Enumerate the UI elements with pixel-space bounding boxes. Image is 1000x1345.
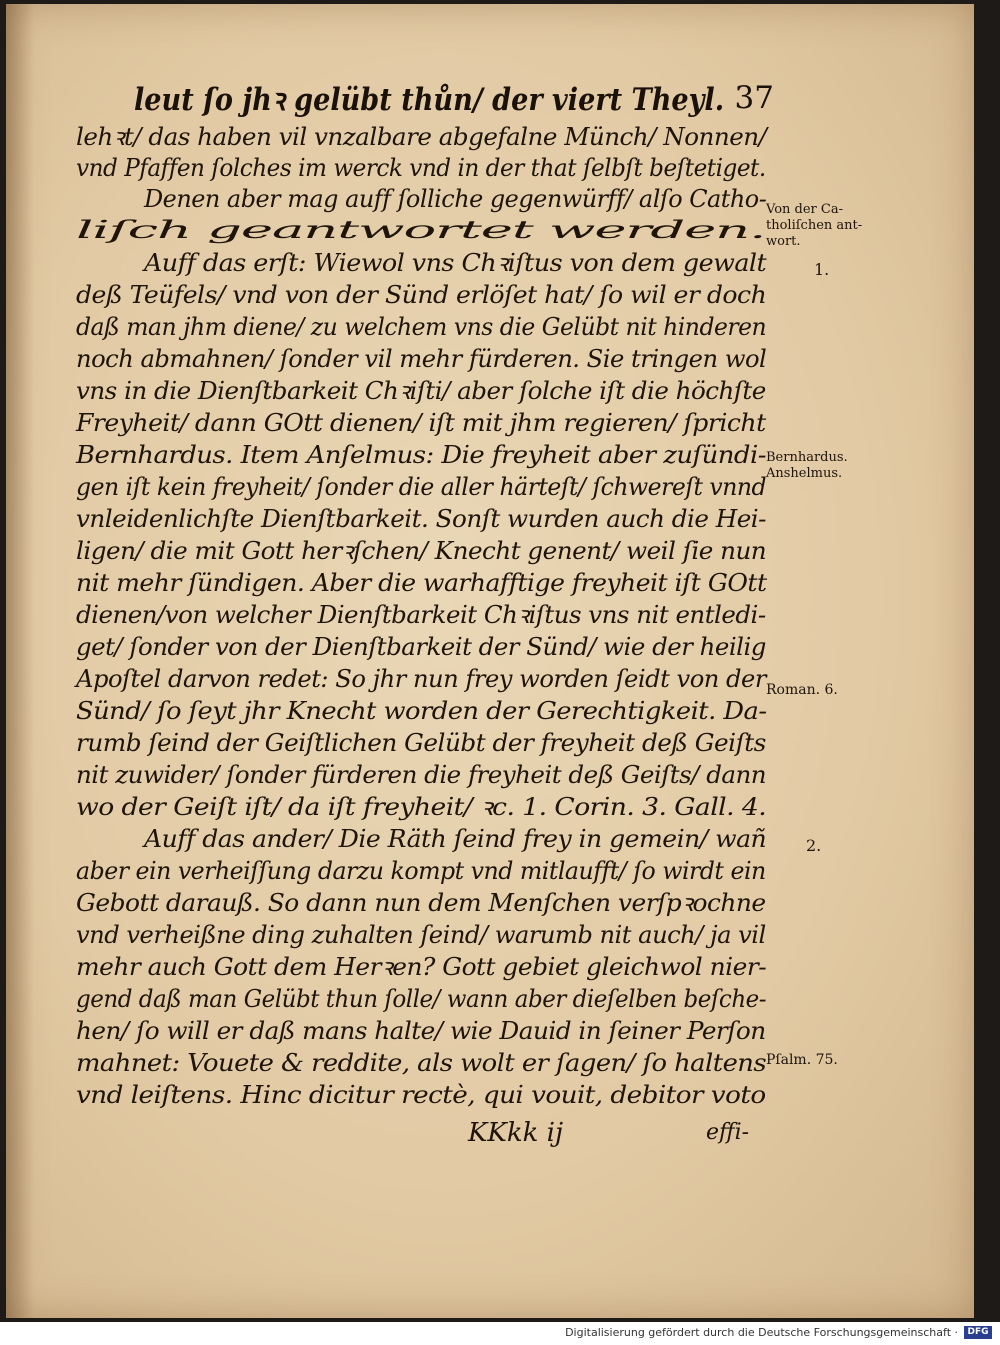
text-line: mahnet: Vouete & reddite, als wolt er ſagen/ ſo haltens bbox=[76, 1049, 767, 1077]
text-line: dienen/von welcher Dienſtbarkeit Chꝛiſtus vns nit entledi- bbox=[76, 601, 766, 629]
dfg-logo-icon: DFG bbox=[964, 1326, 992, 1339]
text-line: aber ein verheiſſung darzu kompt vnd mitlaufft/ ſo wirdt ein bbox=[76, 857, 766, 885]
running-title: leut ſo jhꝛ gelübt thůn/ der viert Theyl. bbox=[134, 82, 725, 118]
text-line: wo der Geiſt iſt/ da iſt freyheit/ ꝛc. 1. Corin. 3. Gall. 4. bbox=[76, 793, 767, 821]
text-line: rumb ſeind der Geiſtlichen Gelübt der freyheit deß Geiſts bbox=[76, 729, 766, 757]
text-line: vnd verheißne ding zuhalten ſeind/ warumb nit auch/ ja vil bbox=[76, 921, 766, 949]
text-line: vnleidenlichſte Dienſtbarkeit. Sonſt wurden auch die Hei- bbox=[76, 505, 766, 533]
text-line: gend daß man Gelübt thun ſolle/ wann aber dieſelben beſche- bbox=[76, 985, 767, 1013]
page-number: 37 bbox=[734, 80, 774, 116]
text-line: nit zuwider/ ſonder fürderen die freyheit deß Geiſts/ dann bbox=[76, 761, 767, 789]
text-line: ligen/ die mit Gott herꝛſchen/ Knecht genent/ weil ſie nun bbox=[76, 537, 767, 565]
text-line: vnd leiſtens. Hinc dicitur rectè, qui vouit, debitor voto bbox=[76, 1081, 766, 1109]
text-line: Auff das erſt: Wiewol vns Chꝛiſtus von dem gewalt bbox=[144, 249, 767, 277]
margin-note: Pſalm. 75. bbox=[766, 1052, 838, 1068]
text-line: Apoſtel darvon redet: So jhr nun frey worden ſeidt von der bbox=[76, 665, 766, 693]
margin-note: tholiſchen ant- bbox=[766, 218, 863, 233]
book-page bbox=[6, 4, 974, 1318]
text-line: get/ ſonder von der Dienſtbarkeit der Sünd/ wie der heilig bbox=[76, 633, 766, 661]
text-line: vnd Pfaffen ſolches im werck vnd in der that ſelbſt beſtetiget. bbox=[76, 154, 766, 182]
text-line: lehꝛt/ das haben vil vnzalbare abgefalne Münch/ Nonnen/ bbox=[76, 123, 767, 151]
text-line: deß Teüfels/ vnd von der Sünd erlöſet hat/ ſo wil er doch bbox=[76, 281, 767, 309]
text-line: vns in die Dienſtbarkeit Chꝛiſti/ aber ſolche iſt die höchſte bbox=[76, 377, 766, 405]
margin-note: Von der Ca- bbox=[766, 202, 843, 217]
running-header bbox=[134, 78, 774, 124]
catchword: effi- bbox=[706, 1120, 750, 1145]
text-line: noch abmahnen/ ſonder vil mehr fürderen. Sie tringen wol bbox=[76, 345, 767, 373]
text-line: liſch geantwortet werden. bbox=[76, 216, 766, 244]
margin-note: 1. bbox=[814, 260, 830, 279]
footer-credit: Digitalisierung gefördert durch die Deutsche Forschungsgemeinschaft · bbox=[565, 1326, 958, 1339]
margin-note: Roman. 6. bbox=[766, 682, 838, 698]
text-line: hen/ ſo will er daß mans halte/ wie Dauid in ſeiner Perſon bbox=[76, 1017, 766, 1045]
text-line: gen iſt kein freyheit/ ſonder die aller härteſt/ ſchwereſt vnnd bbox=[76, 473, 767, 501]
margin-note: 2. bbox=[806, 836, 822, 855]
text-line: Gebott darauß. So dann nun dem Menſchen verſpꝛochne bbox=[76, 889, 766, 917]
text-line: Freyheit/ dann GOtt dienen/ iſt mit jhm regieren/ ſpricht bbox=[76, 409, 766, 437]
text-line: mehr auch Gott dem Herꝛen? Gott gebiet gleichwol nier- bbox=[76, 953, 767, 981]
text-line: Sünd/ ſo ſeyt jhr Knecht worden der Gerechtigkeit. Da- bbox=[76, 697, 767, 725]
digitization-footer bbox=[0, 1322, 1000, 1345]
margin-note: wort. bbox=[766, 234, 801, 249]
margin-note: Anshelmus. bbox=[766, 466, 843, 481]
text-line: daß man jhm diene/ zu welchem vns die Gelübt nit hinderen bbox=[76, 313, 767, 341]
text-line: Denen aber mag auff ſolliche gegenwürff/ alſo Catho- bbox=[144, 185, 767, 213]
text-line: Bernhardus. Item Anſelmus: Die freyheit aber zuſündi- bbox=[76, 441, 766, 469]
text-line: nit mehr ſündigen. Aber die warhafftige freyheit iſt GOtt bbox=[76, 569, 767, 597]
text-line: Auff das ander/ Die Räth ſeind frey in gemein/ wañ bbox=[144, 825, 767, 853]
signature-mark: KKkk ij bbox=[468, 1118, 563, 1148]
margin-note: Bernhardus. bbox=[766, 450, 848, 465]
